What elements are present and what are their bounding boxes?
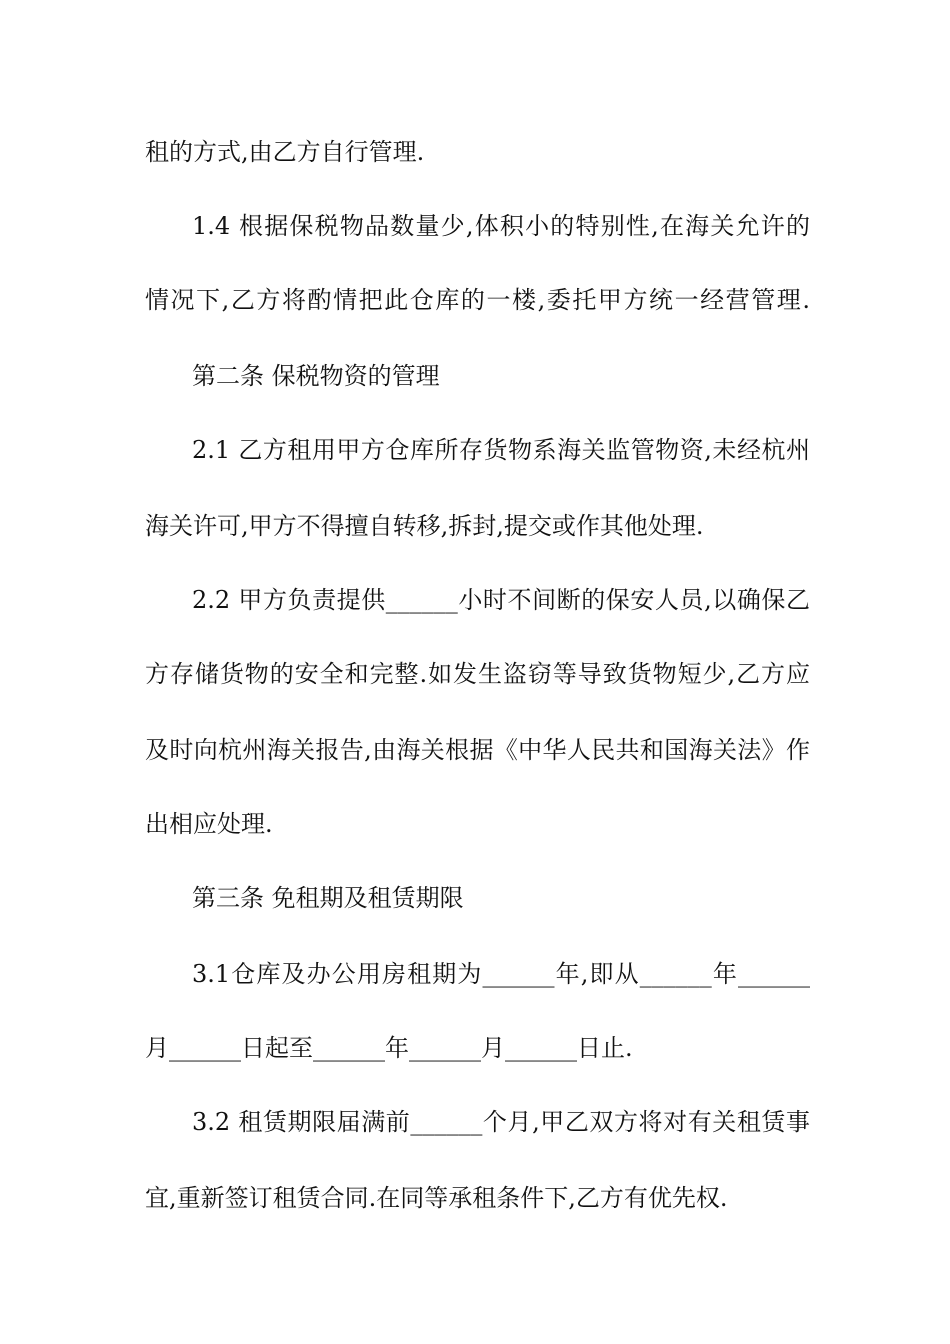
text-line: 方存储货物的安全和完整.如发生盗窃等导致货物短少,乙方应 — [145, 660, 810, 688]
text-line: 3.2 租赁期限届满前______个月,甲乙双方将对有关租赁事 — [192, 1108, 810, 1136]
text-line: 2.1 乙方租用甲方仓库所存货物系海关监管物资,未经杭州 — [192, 436, 810, 464]
text-line: 2.2 甲方负责提供______小时不间断的保安人员,以确保乙 — [192, 586, 810, 614]
text-line: 情况下,乙方将酌情把此仓库的一楼,委托甲方统一经营管理. — [145, 286, 810, 314]
text-line: 海关许可,甲方不得擅自转移,拆封,提交或作其他处理. — [145, 512, 704, 540]
section-heading: 第三条 免租期及租赁期限 — [192, 884, 464, 912]
text-line: 宜,重新签订租赁合同.在同等承租条件下,乙方有优先权. — [145, 1184, 728, 1212]
text-line: 租的方式,由乙方自行管理. — [145, 138, 425, 166]
text-line: 出相应处理. — [145, 810, 273, 838]
section-heading: 第二条 保税物资的管理 — [192, 362, 440, 390]
text-line: 月______日起至______年______月______日止. — [145, 1034, 633, 1062]
text-line: 3.1仓库及办公用房租期为______年,即从______年______ — [192, 960, 810, 988]
text-line: 及时向杭州海关报告,由海关根据《中华人民共和国海关法》作 — [145, 736, 810, 764]
text-line: 1.4 根据保税物品数量少,体积小的特别性,在海关允许的 — [192, 212, 810, 240]
